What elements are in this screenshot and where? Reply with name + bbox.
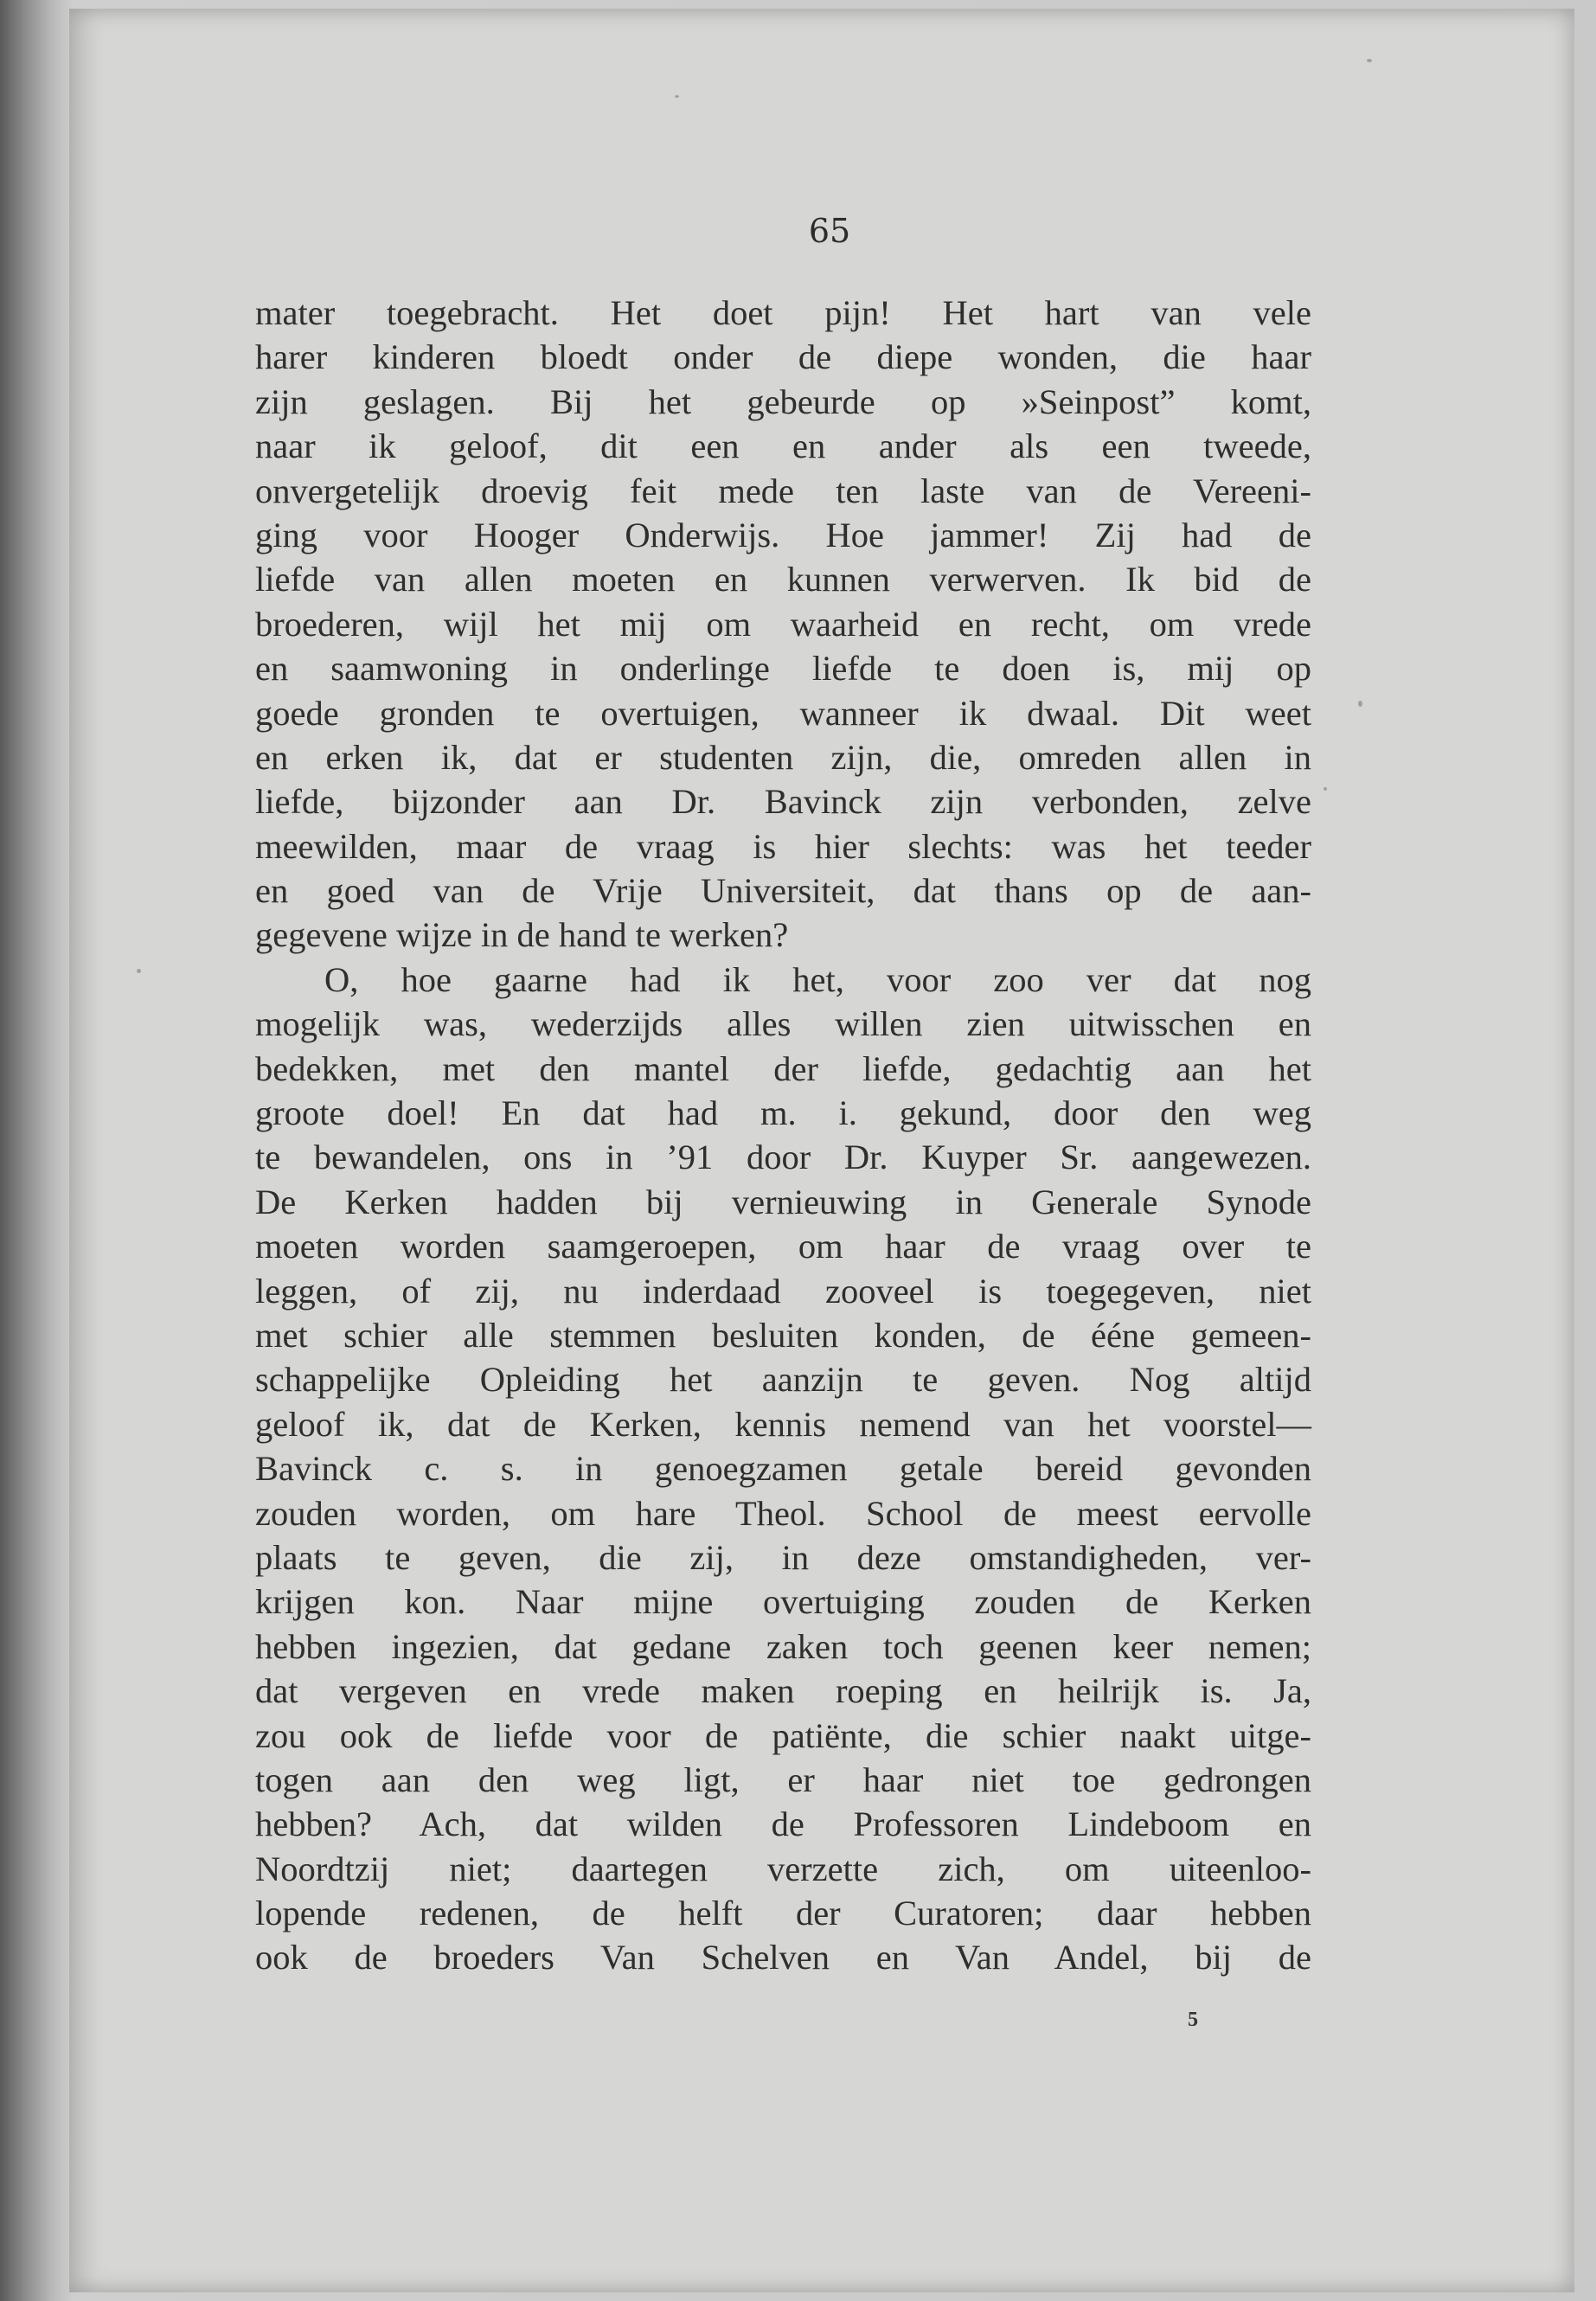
text-line: harer kinderen bloedt onder de diepe wonden, die haar — [255, 337, 1311, 377]
text-line: mater toegebracht. Het doet pijn! Het hart van vele — [255, 293, 1311, 332]
page-number: 65 — [808, 212, 851, 250]
text-line: en saamwoning in onderlinge liefde te doen is, mij op — [255, 649, 1311, 689]
text-line: en erken ik, dat er studenten zijn, die, omreden allen in — [255, 737, 1311, 777]
text-line: togen aan den weg ligt, er haar niet toe gedrongen — [255, 1759, 1311, 1799]
text-line: broederen, wijl het mij om waarheid en recht, om vrede — [255, 604, 1311, 644]
text-line: mogelijk was, wederzijds alles willen zien uitwisschen en — [255, 1004, 1311, 1044]
text-line: O, hoe gaarne had ik het, voor zoo ver dat nog — [324, 959, 1311, 999]
paper-speck — [675, 95, 679, 98]
text-line: leggen, of zij, nu inderdaad zooveel is toegegeven, niet — [255, 1271, 1311, 1311]
text-line: moeten worden saamgeroepen, om haar de vraag over te — [255, 1227, 1311, 1266]
text-line: lopende redenen, de helft der Curatoren; daar hebben — [255, 1894, 1311, 1933]
paper-speck — [1367, 59, 1372, 62]
text-line: liefde van allen moeten en kunnen verwerven. Ik bid de — [255, 560, 1311, 599]
text-line: met schier alle stemmen besluiten konden, de ééne gemeen- — [255, 1315, 1311, 1355]
paper-speck — [1324, 787, 1327, 791]
text-line: zou ook de liefde voor de patiënte, die schier naakt uitge- — [255, 1715, 1311, 1755]
sheet-signature: 5 — [1188, 2009, 1198, 2031]
text-line: onvergetelijk droevig feit mede ten laste van de Vereeni- — [255, 471, 1311, 510]
text-line: Bavinck c. s. in genoegzamen getale bereid gevonden — [255, 1449, 1311, 1489]
text-line: plaats te geven, die zij, in deze omstandigheden, ver- — [255, 1537, 1311, 1577]
text-line: naar ik geloof, dit een en ander als een tweede, — [255, 426, 1311, 466]
text-line: ook de broeders Van Schelven en Van Andel, bij de — [255, 1938, 1311, 1977]
paper-speck — [1358, 701, 1362, 707]
text-line: goede gronden te overtuigen, wanneer ik dwaal. Dit weet — [255, 693, 1311, 733]
text-line: gegevene wijze in de hand te werken? — [255, 915, 789, 955]
text-line: dat vergeven en vrede maken roeping en heilrijk is. Ja, — [255, 1671, 1311, 1711]
book-page — [69, 9, 1574, 2292]
text-line: ging voor Hooger Onderwijs. Hoe jammer! Zij had de — [255, 515, 1311, 554]
paper-speck — [137, 969, 141, 973]
text-line: krijgen kon. Naar mijne overtuiging zouden de Kerken — [255, 1582, 1311, 1622]
body-text — [255, 291, 1311, 1980]
text-line: Noordtzij niet; daartegen verzette zich, om uiteenloo- — [255, 1849, 1311, 1888]
text-line: hebben? Ach, dat wilden de Professoren Lindeboom en — [255, 1804, 1311, 1844]
text-line: geloof ik, dat de Kerken, kennis nemend van het voorstel— — [255, 1404, 1311, 1444]
text-line: schappelijke Opleiding het aanzijn te geven. Nog altijd — [255, 1360, 1311, 1400]
text-line: te bewandelen, ons in ’91 door Dr. Kuyper Sr. aangewezen. — [255, 1138, 1311, 1177]
text-line: bedekken, met den mantel der liefde, gedachtig aan het — [255, 1048, 1311, 1088]
text-line: hebben ingezien, dat gedane zaken toch geenen keer nemen; — [255, 1626, 1311, 1666]
text-line: en goed van de Vrije Universiteit, dat thans op de aan- — [255, 871, 1311, 911]
text-line: De Kerken hadden bij vernieuwing in Generale Synode — [255, 1182, 1311, 1221]
text-line: meewilden, maar de vraag is hier slechts: was het teeder — [255, 826, 1311, 866]
text-line: zijn geslagen. Bij het gebeurde op »Seinpost” komt, — [255, 381, 1311, 421]
text-line: zouden worden, om hare Theol. School de meest eervolle — [255, 1493, 1311, 1533]
text-line: liefde, bijzonder aan Dr. Bavinck zijn verbonden, zelve — [255, 782, 1311, 822]
text-line: groote doel! En dat had m. i. gekund, door den weg — [255, 1093, 1311, 1133]
